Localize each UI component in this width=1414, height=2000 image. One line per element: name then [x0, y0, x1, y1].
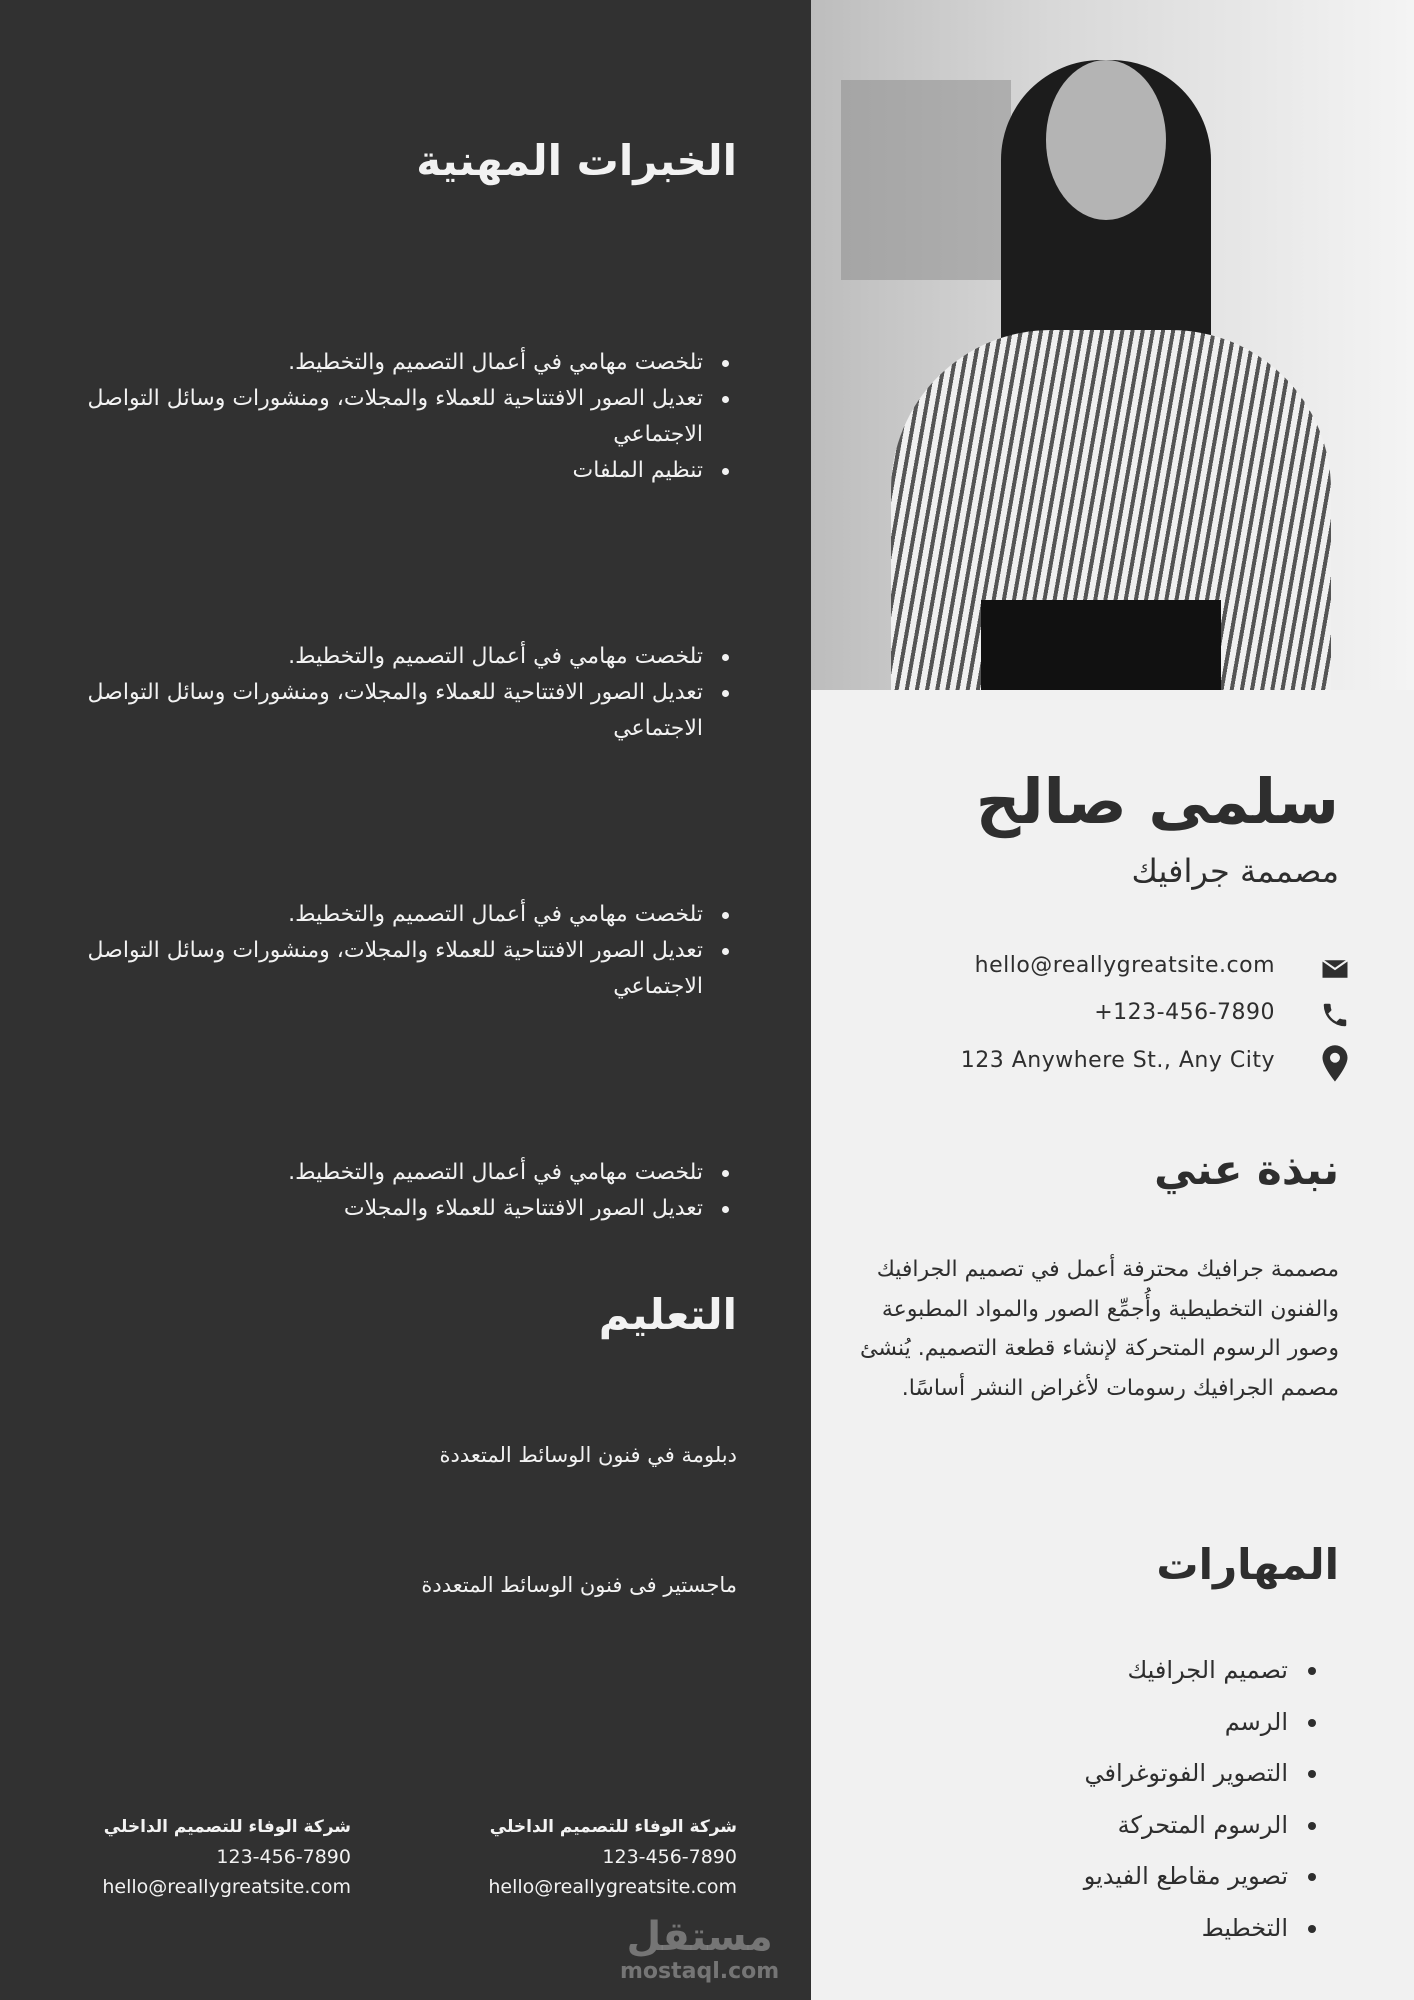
reference-company: شركة الوفاء للتصميم الداخلي: [489, 1817, 737, 1837]
list-item: تعديل الصور الافتتاحية للعملاء والمجلات، ومنشورات وسائل التواصل الاجتماعي: [83, 381, 703, 453]
list-item: تنظيم الملفات: [3, 453, 703, 489]
watermark-latin: mostaql.com: [620, 1959, 780, 1984]
experience-list-2: [3, 639, 703, 747]
reference-1: [488, 1812, 737, 1902]
list-item: تلخصت مهامي في أعمال التصميم والتخطيط.: [3, 639, 703, 675]
list-item: تعديل الصور الافتتاحية للعملاء والمجلات، ومنشورات وسائل التواصل الاجتماعي: [83, 675, 703, 747]
list-item: تلخصت مهامي في أعمال التصميم والتخطيط.: [3, 897, 703, 933]
profile-photo: [811, 0, 1414, 690]
contact-email: hello@reallygreatsite.com: [974, 953, 1275, 978]
background-sign: [841, 80, 1011, 280]
experience-list-1: [3, 345, 703, 489]
contact-phone: +123-456-7890: [1094, 1000, 1275, 1025]
contact-address: 123 Anywhere St., Any City: [960, 1048, 1275, 1073]
experience-list-4: [3, 1155, 703, 1227]
profile-name: سلمى صالح: [975, 765, 1339, 838]
right-panel: [811, 0, 1414, 2000]
watermark-logo: [620, 1915, 779, 1985]
skill-item: التصوير الفوتوغرافي: [1084, 1748, 1288, 1800]
reference-2: [102, 1812, 351, 1902]
experience-heading: الخبرات المهنية: [416, 136, 737, 185]
list-item: تعديل الصور الافتتاحية للعملاء والمجلات: [3, 1191, 703, 1227]
skills-heading: المهارات: [1156, 1540, 1339, 1589]
phone-icon: [1320, 1000, 1350, 1030]
location-pin-icon: [1320, 1044, 1350, 1084]
reference-email: hello@reallygreatsite.com: [488, 1876, 737, 1898]
list-item: تلخصت مهامي في أعمال التصميم والتخطيط.: [3, 345, 703, 381]
list-item: تلخصت مهامي في أعمال التصميم والتخطيط.: [3, 1155, 703, 1191]
skills-list: [1084, 1645, 1288, 1954]
watermark-arabic: مستقل: [626, 1914, 773, 1960]
experience-list-3: [3, 897, 703, 1005]
skill-item: التخطيط: [1084, 1903, 1288, 1955]
skill-item: الرسوم المتحركة: [1084, 1800, 1288, 1852]
education-item: ماجستير فى فنون الوسائط المتعددة: [421, 1573, 737, 1597]
list-item: تعديل الصور الافتتاحية للعملاء والمجلات، ومنشورات وسائل التواصل الاجتماعي: [83, 933, 703, 1005]
about-heading: نبذة عني: [1154, 1145, 1339, 1194]
skill-item: تصوير مقاطع الفيديو: [1084, 1851, 1288, 1903]
skill-item: تصميم الجرافيك: [1084, 1645, 1288, 1697]
reference-email: hello@reallygreatsite.com: [102, 1876, 351, 1898]
reference-phone: 123-456-7890: [216, 1846, 351, 1868]
skirt-shape: [981, 600, 1221, 690]
face-shape: [1046, 60, 1166, 220]
education-item: دبلومة في فنون الوسائط المتعددة: [439, 1443, 737, 1467]
email-icon: [1320, 954, 1350, 984]
profile-title: مصممة جرافيك: [1131, 852, 1339, 890]
education-heading: التعليم: [598, 1290, 737, 1339]
about-text: مصممة جرافيك محترفة أعمل في تصميم الجرافيك والفنون التخطيطية وأُجمِّع الصور والمواد المطبوعة وصور الرسوم المتحركة لإنشاء قطعة التصميم. يُنشئ مصمم الجرافيك رسومات لأغراض النشر أساسًا.: [860, 1257, 1339, 1401]
skill-item: الرسم: [1084, 1697, 1288, 1749]
reference-company: شركة الوفاء للتصميم الداخلي: [103, 1817, 351, 1837]
reference-phone: 123-456-7890: [602, 1846, 737, 1868]
